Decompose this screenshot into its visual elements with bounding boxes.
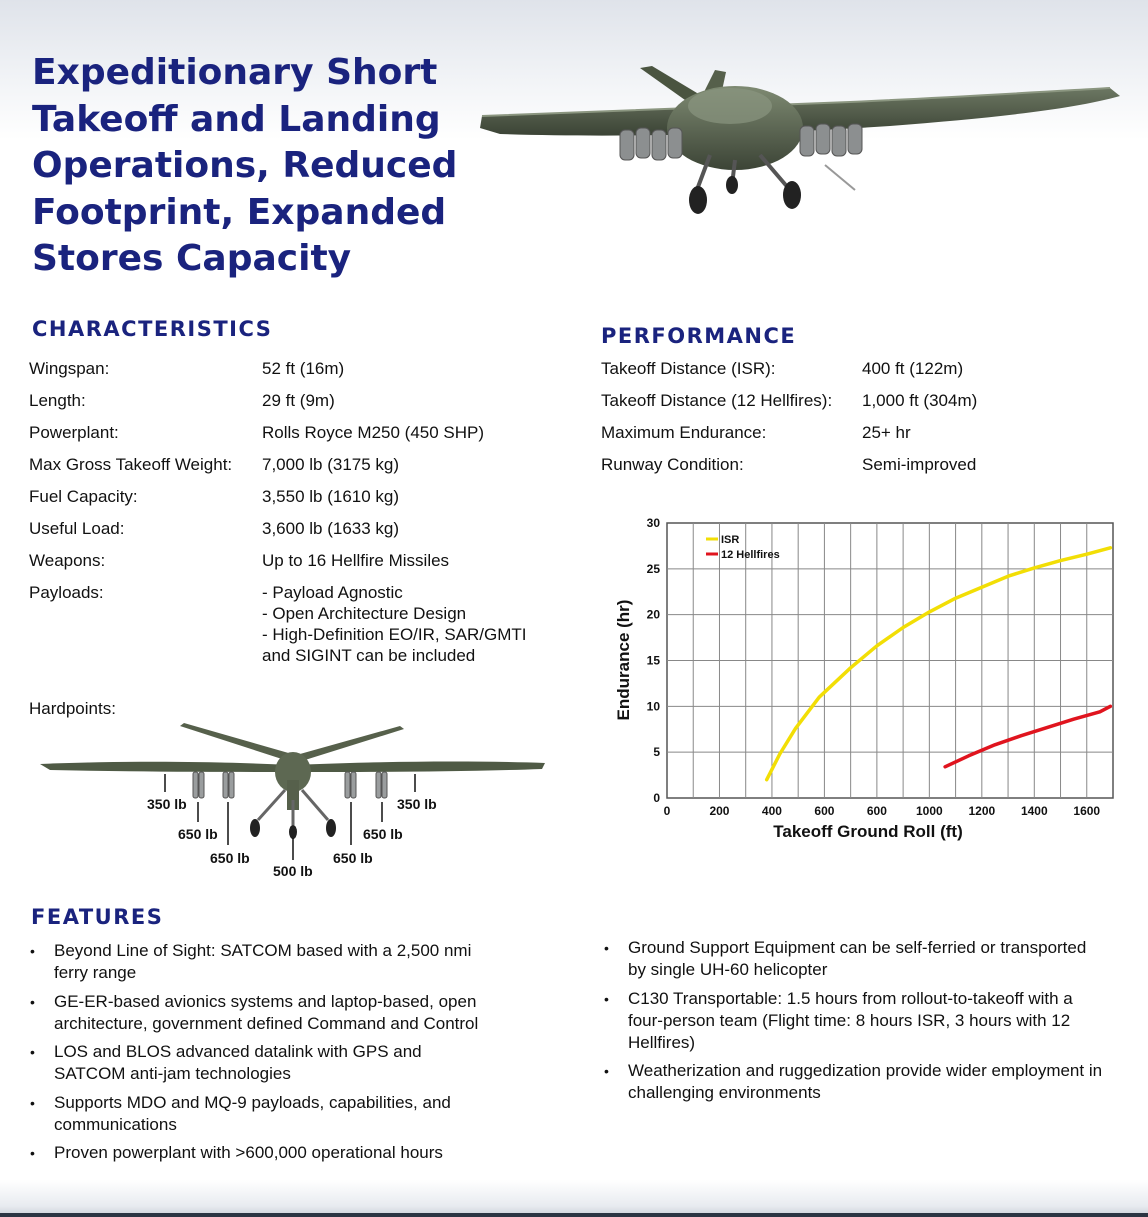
characteristics-heading: CHARACTERISTICS — [32, 317, 273, 341]
x-tick-label: 600 — [814, 804, 835, 818]
spec-value: 7,000 lb (3175 kg) — [262, 455, 400, 474]
legend-label: 12 Hellfires — [721, 549, 780, 561]
hardpoint-label: 650 lb — [363, 826, 403, 842]
bullet-icon: • — [30, 943, 35, 959]
feature-line: LOS and BLOS advanced datalink with GPS and — [54, 1042, 422, 1061]
feature-item — [30, 1142, 443, 1164]
spec-label: Wingspan: — [29, 359, 110, 378]
spec-value: Rolls Royce M250 (450 SHP) — [262, 423, 485, 442]
bullet-icon: • — [30, 1095, 35, 1111]
hardpoint-label: 650 lb — [333, 850, 373, 866]
y-tick-label: 0 — [653, 791, 660, 805]
x-tick-label: 1600 — [1073, 804, 1101, 818]
spec-label: Takeoff Distance (ISR): — [601, 359, 776, 378]
y-tick-label: 25 — [646, 561, 660, 576]
y-tick-label: 5 — [653, 745, 660, 760]
hardpoints-diagram — [30, 720, 560, 885]
payload-line: - High-Definition EO/IR, SAR/GMTI — [262, 625, 527, 644]
feature-line: challenging environments — [628, 1083, 821, 1102]
bullet-icon: • — [604, 1063, 609, 1079]
spec-label: Maximum Endurance: — [601, 423, 767, 442]
hardpoints-label: Hardpoints: — [29, 699, 116, 718]
bullet-icon: • — [30, 1145, 35, 1161]
feature-line: ferry range — [54, 963, 137, 982]
feature-item — [604, 988, 1073, 1054]
feature-line: communications — [54, 1115, 177, 1134]
title-line: Footprint, Expanded — [32, 191, 447, 233]
x-tick-label: 1200 — [968, 804, 996, 818]
feature-line: by single UH-60 helicopter — [628, 960, 828, 979]
spec-value: 3,600 lb (1633 kg) — [262, 519, 400, 538]
feature-line: four-person team (Flight time: 8 hours ISR, 3 hours with 12 — [628, 1011, 1071, 1030]
y-axis-label: Endurance (hr) — [614, 599, 633, 721]
payload-line: - Open Architecture Design — [262, 604, 467, 623]
spec-value: Up to 16 Hellfire Missiles — [262, 551, 450, 570]
hardpoint-label: 650 lb — [210, 850, 250, 866]
payload-line: and SIGINT can be included — [262, 646, 476, 665]
x-tick-label: 1000 — [916, 804, 943, 818]
spec-label: Powerplant: — [29, 423, 119, 442]
y-tick-label: 15 — [646, 653, 660, 668]
y-tick-label: 10 — [646, 699, 660, 714]
feature-line: C130 Transportable: 1.5 hours from rollout-to-takeoff with a — [628, 989, 1073, 1008]
spec-value: 1,000 ft (304m) — [862, 391, 978, 410]
feature-line: Beyond Line of Sight: SATCOM based with a 2,500 nmi — [54, 941, 472, 960]
page-title — [32, 50, 462, 283]
spec-label: Weapons: — [29, 551, 106, 570]
x-tick-label: 400 — [761, 804, 782, 818]
hardpoint-label: 650 lb — [178, 826, 218, 842]
feature-item — [30, 991, 479, 1035]
spec-value: 400 ft (122m) — [862, 359, 964, 378]
bullet-icon: • — [30, 1044, 35, 1060]
feature-line: Weatherization and ruggedization provide wider employment in — [628, 1061, 1103, 1080]
features-heading: FEATURES — [31, 905, 164, 929]
spec-label: Takeoff Distance (12 Hellfires): — [601, 391, 833, 410]
spec-value: 52 ft (16m) — [262, 359, 345, 378]
bullet-icon: • — [604, 940, 609, 956]
title-line: Expeditionary Short — [32, 52, 438, 93]
title-line: Takeoff and Landing — [32, 98, 441, 140]
spec-label: Length: — [29, 391, 86, 410]
spec-label: Max Gross Takeoff Weight: — [29, 455, 233, 474]
x-tick-label: 1400 — [1020, 804, 1048, 818]
spec-label: Useful Load: — [29, 519, 125, 538]
spec-value: 25+ hr — [862, 423, 911, 442]
footer-gradient — [0, 1180, 1148, 1217]
feature-line: Hellfires) — [628, 1033, 696, 1052]
x-tick-label: 0 — [663, 804, 671, 818]
payload-line: - Payload Agnostic — [262, 583, 403, 602]
hardpoint-label: 350 lb — [147, 796, 187, 812]
y-tick-label: 30 — [646, 516, 660, 530]
performance-heading: PERFORMANCE — [601, 324, 797, 348]
feature-line: Proven powerplant with >600,000 operational hours — [54, 1143, 443, 1162]
feature-item — [30, 1041, 422, 1085]
feature-item — [604, 937, 1087, 981]
y-tick-label: 20 — [646, 607, 660, 622]
feature-line: Supports MDO and MQ-9 payloads, capabilities, and — [54, 1093, 451, 1112]
title-line: Stores Capacity — [32, 238, 352, 279]
hardpoint-label: 350 lb — [397, 796, 437, 812]
spec-label: Runway Condition: — [601, 455, 744, 474]
feature-item — [604, 1060, 1103, 1104]
endurance-chart — [600, 510, 1130, 850]
title-line: Operations, Reduced — [32, 145, 458, 186]
bullet-icon: • — [30, 994, 35, 1010]
x-axis-label: Takeoff Ground Roll (ft) — [773, 822, 963, 841]
feature-line: Ground Support Equipment can be self-ferried or transported — [628, 938, 1087, 957]
payloads-label: Payloads: — [29, 583, 104, 602]
spec-value: 3,550 lb (1610 kg) — [262, 487, 400, 506]
hardpoint-label: 500 lb — [273, 863, 313, 879]
bullet-icon: • — [604, 991, 609, 1007]
aircraft-illustration — [470, 50, 1130, 230]
legend-label: ISR — [721, 534, 740, 546]
spec-value: 29 ft (9m) — [262, 391, 335, 410]
feature-line: GE-ER-based avionics systems and laptop-based, open — [54, 992, 477, 1011]
feature-item — [30, 940, 472, 984]
spec-value: Semi-improved — [862, 455, 977, 474]
x-tick-label: 200 — [709, 804, 730, 818]
feature-item — [30, 1092, 451, 1136]
footer-bar — [0, 1213, 1148, 1217]
feature-line: architecture, government defined Command and Control — [54, 1014, 479, 1033]
feature-line: SATCOM anti-jam technologies — [54, 1064, 291, 1083]
spec-label: Fuel Capacity: — [29, 487, 138, 506]
x-tick-label: 600 — [866, 804, 887, 818]
